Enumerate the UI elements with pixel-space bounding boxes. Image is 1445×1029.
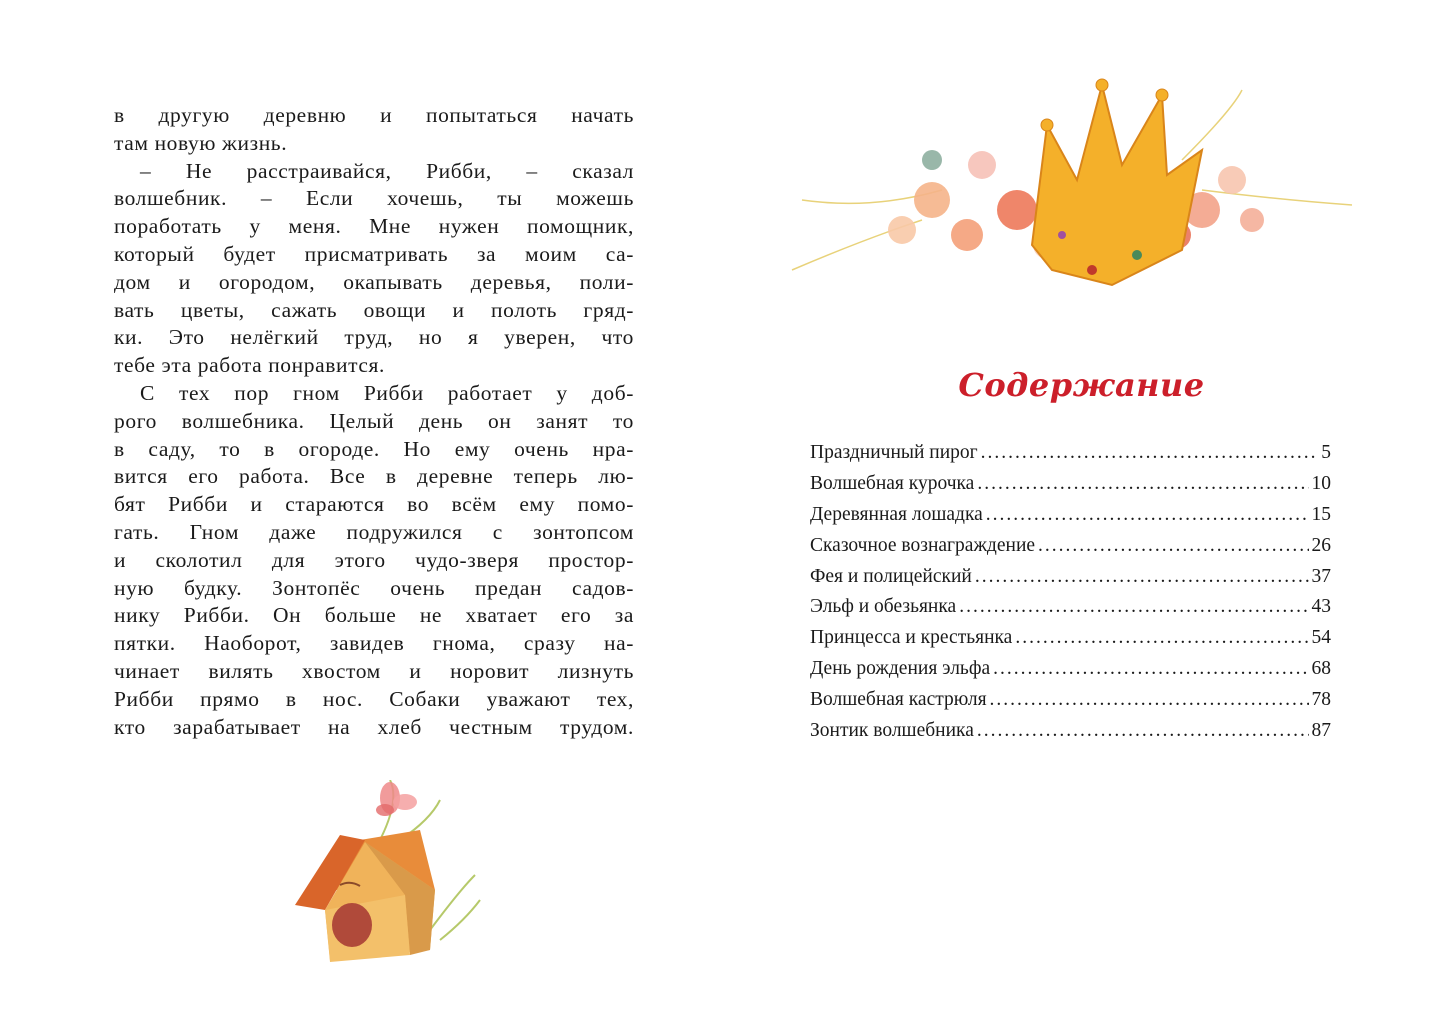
right-page — [722, 0, 1445, 1029]
text-line: гать. Гном даже подружился с зонтопсом — [114, 519, 634, 544]
toc-leader-dots — [981, 438, 1319, 469]
text-line: чинает вилять хвостом и норовит лизнуть — [114, 658, 634, 683]
crown-icon — [1032, 79, 1202, 285]
text-line: и сколотил для этого чудо-зверя простор- — [114, 547, 634, 572]
toc-entry-page: 54 — [1311, 627, 1331, 649]
toc-entry[interactable] — [810, 562, 1331, 593]
toc-entry-title: Сказочное вознаграждение — [810, 534, 1036, 556]
text-line: который будет присматривать за моим са- — [114, 241, 634, 266]
text-line: там новую жизнь. — [114, 130, 288, 155]
toc-leader-dots — [977, 716, 1309, 747]
text-line: поработать у меня. Мне нужен помощник, — [114, 214, 634, 239]
toc-leader-dots — [993, 654, 1308, 685]
toc-entry-page: 10 — [1311, 472, 1331, 494]
toc-entry[interactable] — [810, 685, 1331, 716]
toc-entry-page: 15 — [1311, 503, 1331, 525]
toc-entry[interactable] — [810, 438, 1331, 469]
text-line: бят Рибби и стараются во всём ему помо- — [114, 492, 634, 517]
toc-entry-title: День рождения эльфа — [810, 658, 991, 680]
toc-entry-page: 78 — [1311, 689, 1331, 711]
toc-entry[interactable] — [810, 623, 1331, 654]
toc-entry-title: Принцесса и крестьянка — [810, 627, 1013, 649]
toc-entry-page: 87 — [1311, 720, 1331, 742]
toc-entry[interactable] — [810, 469, 1331, 500]
toc-entry-title: Праздничный пирог — [810, 442, 978, 463]
toc-entry-page: 5 — [1321, 442, 1331, 463]
toc-leader-dots — [975, 562, 1309, 593]
toc-entry-page: 26 — [1311, 534, 1331, 556]
toc-entry-page: 68 — [1311, 658, 1331, 680]
text-line: – Не расстраивайся, Рибби, – сказал — [140, 158, 634, 183]
toc-leader-dots — [986, 500, 1309, 531]
text-line: вать цветы, сажать овощи и полоть гряд- — [114, 297, 634, 322]
toc-entry-title: Деревянная лошадка — [810, 503, 983, 525]
toc-entry-title: Волшебная курочка — [810, 472, 975, 494]
text-line: кто зарабатывает на хлеб честным трудом. — [114, 714, 634, 739]
toc-leader-dots — [959, 592, 1308, 623]
toc-title — [722, 366, 1445, 404]
flower-icon — [376, 782, 417, 816]
toc-entry[interactable] — [810, 654, 1331, 685]
text-line: нику Рибби. Он больше не хватает его за — [114, 603, 634, 628]
text-line: С тех пор гном Рибби работает у доб- — [140, 380, 634, 405]
toc-entry-page: 37 — [1311, 565, 1331, 587]
toc-entry[interactable] — [810, 531, 1331, 562]
toc-leader-dots — [1015, 623, 1308, 654]
story-text — [114, 102, 634, 741]
toc-entry-page: 43 — [1311, 596, 1331, 618]
text-line: рого волшебника. Целый день он занят то — [114, 408, 634, 433]
text-line: в саду, то в огороде. Но ему очень нра- — [114, 436, 634, 461]
toc-entry[interactable] — [810, 592, 1331, 623]
doghouse-illustration — [290, 780, 490, 970]
toc-entry-title: Волшебная кастрюля — [810, 689, 987, 711]
toc-leader-dots — [977, 469, 1308, 500]
table-of-contents — [810, 438, 1331, 747]
crown-flowers-illustration — [782, 70, 1362, 310]
text-line: дом и огородом, окапывать деревья, поли- — [114, 269, 634, 294]
text-line: пятки. Наоборот, завидев гнома, сразу на- — [114, 631, 634, 656]
text-line: волшебник. – Если хочешь, ты можешь — [114, 186, 634, 211]
text-line: вится его работа. Все в деревне теперь лю- — [114, 464, 634, 489]
text-line: Рибби прямо в нос. Собаки уважают тех, — [114, 686, 634, 711]
text-line: в другую деревню и попытаться начать — [114, 103, 634, 127]
toc-title-text: Содержание — [958, 366, 1205, 404]
toc-leader-dots — [990, 685, 1309, 716]
toc-entry-title: Фея и полицейский — [810, 565, 972, 587]
left-page — [0, 0, 722, 1029]
text-line: тебе эта работа понравится. — [114, 353, 385, 378]
toc-leader-dots — [1038, 531, 1308, 562]
toc-entry[interactable] — [810, 500, 1331, 531]
text-line: ки. Это нелёгкий труд, но я уверен, что — [114, 325, 634, 350]
toc-entry-title: Эльф и обезьянка — [810, 596, 957, 618]
toc-entry[interactable] — [810, 716, 1331, 747]
toc-entry-title: Зонтик волшебника — [810, 720, 974, 742]
text-line: ную будку. Зонтопёс очень предан садов- — [114, 575, 634, 600]
